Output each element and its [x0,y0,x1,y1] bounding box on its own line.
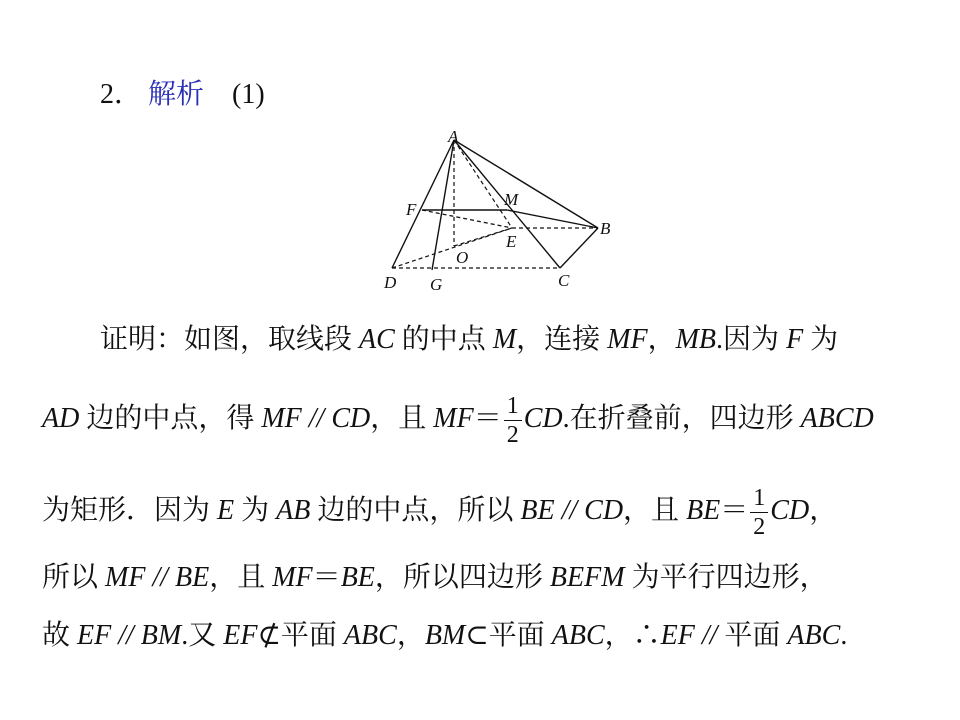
proof-line-4: 所以 MF // BE，且 MF＝BE，所以四边形 BEFM 为平行四边形， [42,562,828,593]
section-heading [100,72,265,112]
proof-line-1: 证明：如图，取线段 AC 的中点 M，连接 MF，MB.因为 F 为 [100,324,839,355]
part-label: (1) [232,79,265,110]
analysis-title: 解析 [148,79,205,110]
fraction-one-half: $\frac{1}{2}$ [750,486,768,539]
label-A: A [448,128,459,146]
label-O: O [456,248,469,267]
proof-line-5: 故 EF // BM.又 EF⊄平面 ABC，BM⊂平面 ABC，∴EF // 平面 ABC. [42,620,848,651]
fraction-one-half: $\frac{1}{2}$ [504,394,522,447]
edge-AB [454,140,598,228]
proof-line-2: AD 边的中点，得 MF // CD，且 MF＝ $\frac{1}{2}$ CD.在折叠前，四边形 ABCD [42,393,874,448]
edge-FE [422,210,512,228]
label-D: D [384,273,397,292]
problem-number: 2． [100,79,143,110]
label-E: E [506,232,517,251]
edge-AE [454,140,512,228]
edge-OE [454,228,512,246]
edge-BC [560,228,598,268]
label-G: G [430,275,443,294]
geometry-figure [370,128,630,298]
label-F: F [406,200,417,219]
edge-AD [392,140,454,268]
label-C: C [558,271,570,290]
edge-AG [432,140,454,270]
proof-line-3: 为矩形．因为 E 为 AB 边的中点，所以 BE // CD，且 BE＝ $\frac{1}{2}$ CD， [42,485,838,540]
label-B: B [600,219,611,238]
edge-DE [392,228,512,268]
label-M: M [504,190,519,209]
